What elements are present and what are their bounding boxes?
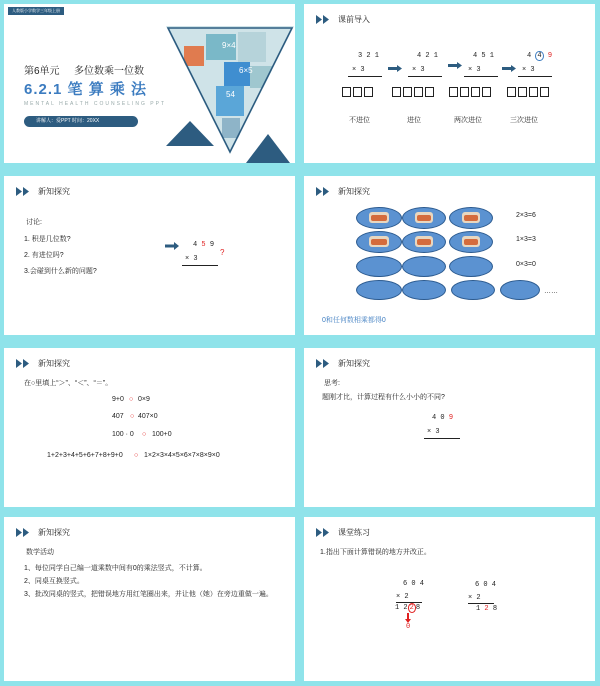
plate-with-food — [402, 207, 446, 229]
left-calc-result: 1 2 2 8 — [395, 604, 421, 612]
slide-title: 新知探究 — [38, 359, 70, 368]
left-calc-mul: × 2 — [396, 593, 409, 601]
answer-boxes-1 — [342, 84, 375, 102]
cover-unit-title: 多位数乘一位数 — [74, 66, 144, 77]
cover-lesson: 6.2.1 笔 算 乘 法 — [24, 81, 148, 98]
compare-circle: ○ — [129, 396, 134, 403]
arrow-right-icon — [165, 242, 179, 250]
slide-title: 课堂练习 — [338, 528, 370, 537]
question-2: 2. 有进位吗? — [24, 252, 64, 259]
right-calc-top: 6 0 4 — [475, 581, 497, 589]
slide-title: 新知探究 — [338, 359, 370, 368]
right-calc-line — [468, 603, 494, 604]
ellipsis: …… — [544, 288, 558, 295]
empty-plate — [402, 256, 446, 277]
calc-1-line — [348, 76, 382, 77]
answer-boxes-4 — [507, 84, 551, 102]
calc-mul: × 3 — [185, 255, 198, 263]
label-no-carry: 不进位 — [349, 117, 370, 124]
double-chevron-icon — [316, 528, 332, 537]
calc-3-mul: × 3 — [468, 66, 481, 74]
compare-right-4: 1×2×3×4×5×6×7×8×9×0 — [144, 452, 220, 459]
slide-title: 新知探究 — [338, 187, 370, 196]
calc-1-mul: × 3 — [352, 66, 365, 74]
plate-with-food — [356, 231, 402, 253]
calc-line — [424, 438, 460, 439]
empty-plate — [402, 280, 446, 300]
cube-label-2: 6×5 — [239, 66, 253, 75]
answer-boxes-3 — [449, 84, 493, 102]
double-chevron-icon — [316, 187, 332, 196]
slide-title: 新知探究 — [38, 187, 70, 196]
calc-4-top: 4 4 9 — [527, 52, 553, 60]
equation-1: 2×3=6 — [516, 212, 536, 219]
compare-right-3: 100+0 — [152, 431, 172, 438]
plate-with-food — [449, 231, 493, 253]
cover-english: MENTAL HEALTH COUNSELING PPT — [24, 101, 167, 107]
cover-tagline: 人教版小学数学三年级上册 — [8, 7, 64, 15]
zero-rule-note: 0和任何数相乘都得0 — [322, 317, 386, 324]
label-three-carry: 三次进位 — [510, 117, 538, 124]
calc-mul: × 3 — [427, 428, 440, 436]
calc-2-line — [408, 76, 442, 77]
calc-line — [182, 265, 218, 266]
left-calc-top: 6 0 4 — [403, 580, 425, 588]
compare-circle: ○ — [130, 413, 135, 420]
activity-item-3: 3、批改同桌的竖式，把错误地方用红笔圈出来，并让他（她）在旁边重做一遍。 — [24, 591, 273, 598]
calc-2-top: 4 2 1 — [417, 52, 439, 60]
compare-left-1: 9+0 — [112, 396, 124, 403]
compare-circle: ○ — [142, 431, 147, 438]
question-3: 3.会碰到什么新的问题? — [24, 268, 97, 275]
cube-label-1: 9×4 — [222, 41, 236, 50]
question-mark: ? — [220, 248, 225, 257]
activity-heading: 数学活动 — [26, 549, 54, 556]
slide-title: 课前导入 — [338, 15, 370, 24]
slide-explore-4 — [304, 348, 595, 507]
slide-explore-3 — [4, 348, 295, 507]
slide-explore-2 — [304, 176, 595, 335]
label-two-carry: 两次进位 — [454, 117, 482, 124]
answer-boxes-2 — [392, 84, 436, 102]
empty-plate — [449, 256, 493, 277]
compare-circle: ○ — [134, 452, 139, 459]
slide-title: 新知探究 — [38, 528, 70, 537]
plate-with-food — [402, 231, 446, 253]
compare-left-3: 100 · 0 — [112, 431, 134, 438]
arrow-down-icon — [405, 613, 411, 623]
calc-top: 4 5 9 — [193, 241, 215, 249]
cube-label-3: 54 — [226, 90, 235, 99]
empty-plate — [500, 280, 540, 300]
calc-4-mul: × 3 — [522, 66, 535, 74]
empty-plate — [451, 280, 495, 300]
plate-with-food — [449, 207, 493, 229]
arrow-right-icon — [502, 65, 516, 72]
compare-right-1: 0×9 — [138, 396, 150, 403]
right-calc-mul: × 2 — [468, 594, 481, 602]
arrow-right-icon — [388, 65, 402, 72]
calc-1-top: 3 2 1 — [358, 52, 380, 60]
empty-plate — [356, 256, 402, 277]
double-chevron-icon — [316, 15, 332, 24]
calc-2-mul: × 3 — [412, 66, 425, 74]
activity-item-1: 1、每位同学自己编一道乘数中间有0的乘法竖式，不计算。 — [24, 565, 207, 572]
left-calc-fix: 0 — [406, 623, 411, 631]
slide-cover — [4, 4, 295, 163]
slide-explore-1 — [4, 176, 295, 335]
compare-left-2: 407 — [112, 413, 124, 420]
label-carry: 进位 — [407, 117, 421, 124]
think-label: 思考: — [324, 380, 340, 387]
right-calc-result: 1 2 8 — [476, 605, 498, 613]
discuss-label: 讨论: — [26, 219, 42, 226]
equation-2: 1×3=3 — [516, 236, 536, 243]
cover-unit: 第6单元 — [24, 66, 60, 77]
double-chevron-icon — [16, 187, 32, 196]
activity-item-2: 2、同桌互换竖式。 — [24, 578, 84, 585]
compare-left-4: 1+2+3+4+5+6+7+8+9+0 — [47, 452, 123, 459]
question-1: 1. 积是几位数? — [24, 236, 71, 243]
calc-3-line — [464, 76, 498, 77]
double-chevron-icon — [16, 359, 32, 368]
compare-instruction: 在○里填上“＞”、“＜”、“＝”。 — [24, 380, 113, 387]
plate-with-food — [356, 207, 402, 229]
empty-plate — [356, 280, 402, 300]
cover-presenter: 讲解人：爱PPT 时间：20XX — [24, 116, 138, 127]
think-question: 题刚才比，计算过程有什么小小的不同? — [322, 394, 445, 401]
double-chevron-icon — [316, 359, 332, 368]
double-chevron-icon — [16, 528, 32, 537]
calc-top: 4 0 9 — [432, 414, 454, 422]
slide-intro — [304, 4, 595, 163]
compare-right-2: 407×0 — [138, 413, 158, 420]
calc-4-line — [518, 76, 552, 77]
calc-3-top: 4 5 1 — [473, 52, 495, 60]
slide-practice — [304, 517, 595, 681]
equation-3: 0×3=0 — [516, 261, 536, 268]
practice-instruction: 1.指出下面计算错误的地方并改正。 — [320, 549, 431, 556]
slide-explore-5 — [4, 517, 295, 681]
arrow-right-icon — [448, 62, 462, 69]
